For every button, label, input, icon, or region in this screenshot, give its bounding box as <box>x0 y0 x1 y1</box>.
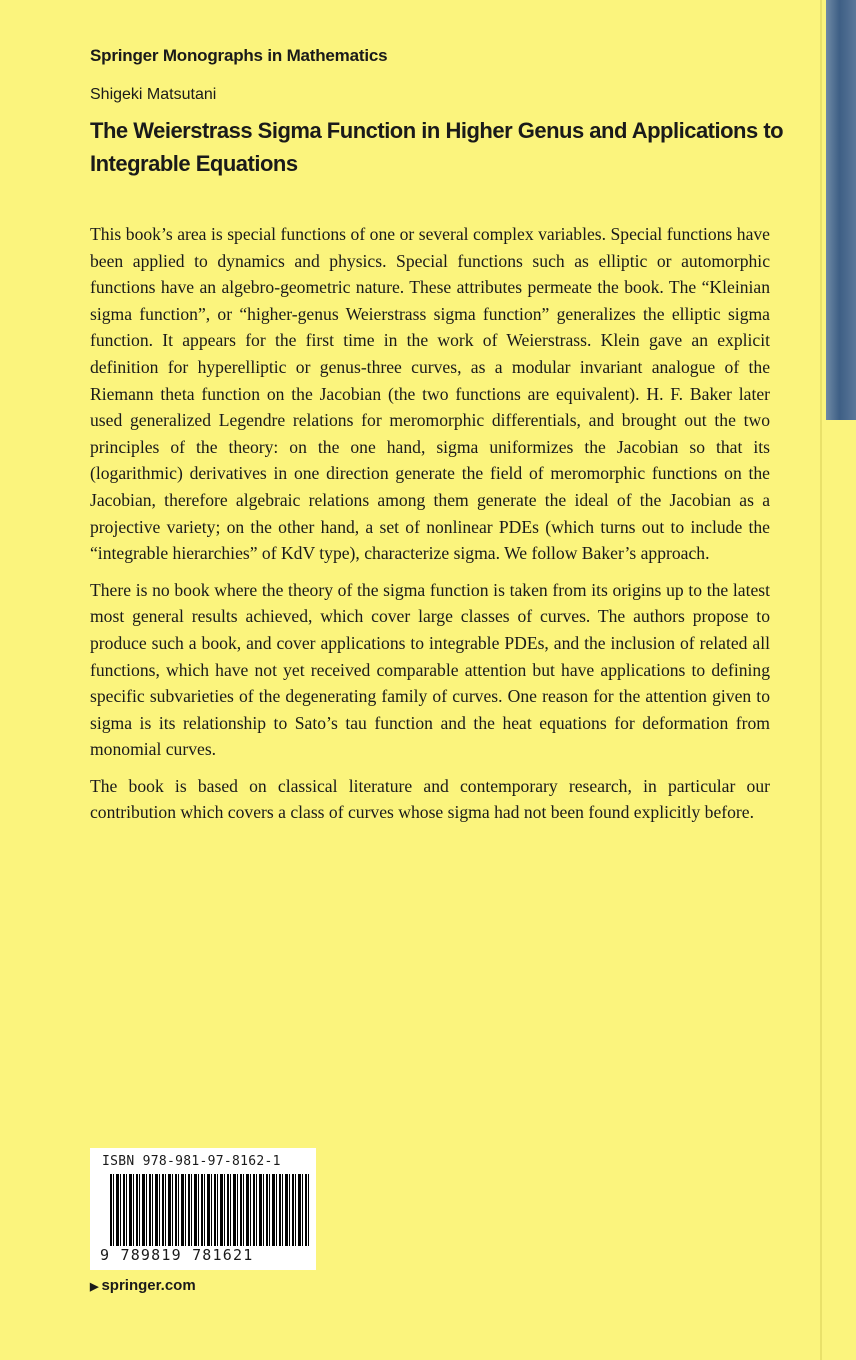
barcode-bars <box>110 1174 310 1246</box>
series-name: Springer Monographs in Mathematics <box>90 46 388 65</box>
arrow-right-icon: ▶ <box>90 1281 99 1293</box>
author-name: Shigeki Matsutani <box>90 86 217 103</box>
blurb-paragraph-1: This book’s area is special functions of one or several complex variables. Special functions have been applied to dynamics and physics. Special functions such as elliptic or automorphic functions have an algebro-geometric nature. These attributes permeate the book. The “Kleinian sigma function”, or “higher-genus Weierstrass sigma function” generalizes the elliptic sigma function. It appears for the first time in the work of Weierstrass. Klein gave an explicit definition for hyperelliptic or genus-three curves, as a modular invariant analogue of the Riemann theta function on the Jacobian (the two functions are equivalent). H. F. Baker later used generalized Legendre relations for meromorphic differentials, and brought out the two principles of the theory: on the one hand, sigma uniformizes the Jacobian so that its (logarithmic) derivatives in one direction generate the field of meromorphic functions on the Jacobian, therefore algebraic relations among them generate the ideal of the Jacobian as a projective variety; on the other hand, a set of nonlinear PDEs (which turns out to include the “integrable hierarchies” of KdV type), characterize sigma. We follow Baker’s approach. <box>90 224 770 564</box>
isbn-label: ISBN 978-981-97-8162-1 <box>102 1154 281 1169</box>
book-title: The Weierstrass Sigma Function in Higher Genus and Applications to Integrable Equations <box>90 118 784 176</box>
blurb-paragraph-2: There is no book where the theory of the sigma function is taken from its origins up to the latest most general results achieved, which cover large classes of curves. The authors propose to produce such a book, and cover applications to integrable PDEs, and the inclusion of related all functions, which have not yet received comparable attention but have applications to defining specific subvarieties of the degenerating family of curves. One reason for the attention given to sigma is its relationship to Sato’s tau function and the heat equations for deformation from monomial curves. <box>90 579 770 760</box>
blurb-paragraph-3: The book is based on classical literature and contemporary research, in particular our contribution which covers a class of curves whose sigma had not been found explicitly before. <box>90 775 770 823</box>
publisher-url: springer.com <box>101 1277 196 1294</box>
back-cover-blurb <box>90 221 770 836</box>
barcode-digits: 9 789819 781621 <box>100 1246 254 1264</box>
isbn-barcode <box>90 1148 316 1270</box>
spine-color-band <box>826 0 856 420</box>
publisher-link[interactable] <box>90 1277 196 1294</box>
